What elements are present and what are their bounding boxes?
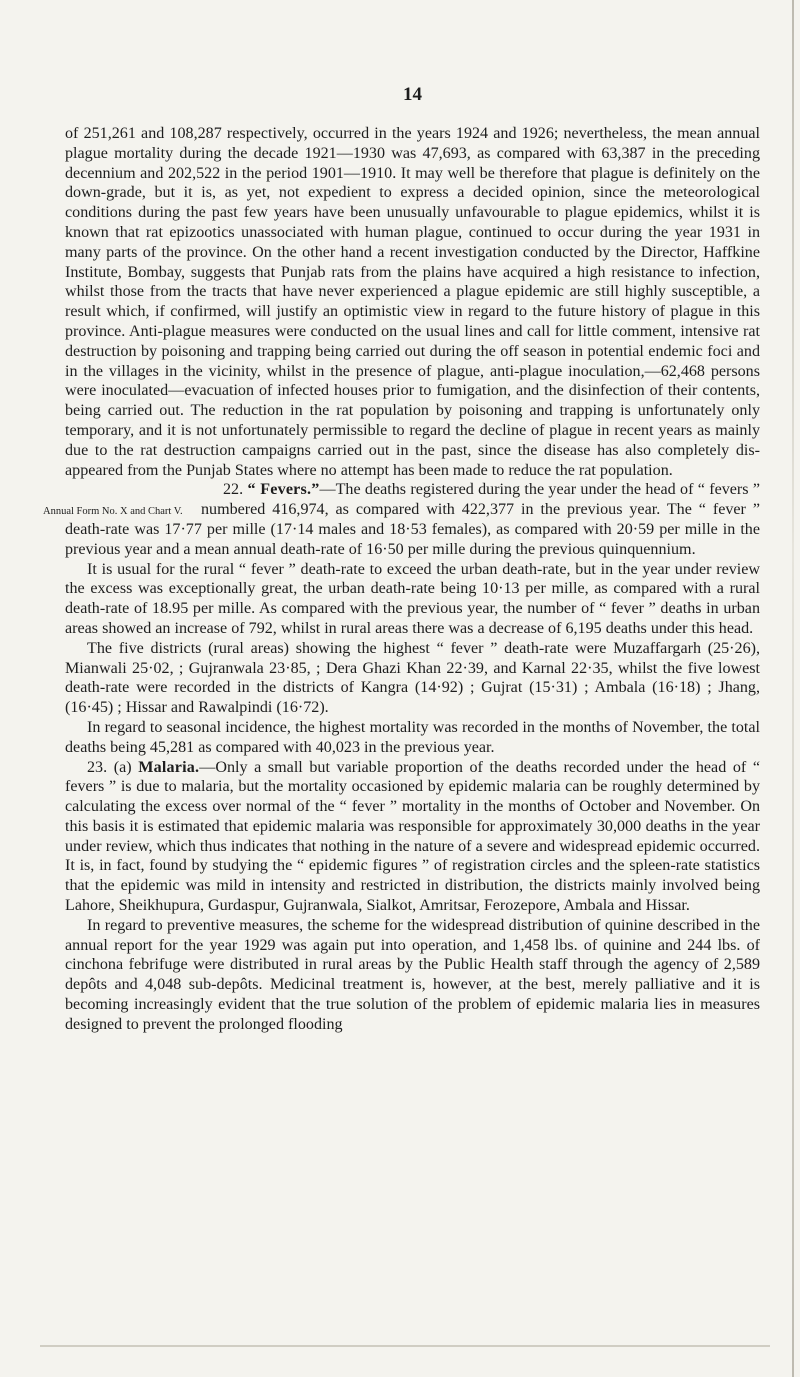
paragraph-plague: of 251,261 and 108,287 respectively, occurred in the years 1924 and 1926; nevertheless, the mean annual plague mortality during the decade 1921—1930 was 47,693, as compared with 63,387 in the preceding decennium and 202,522 in the period 1901—1910. It may well be therefore that plague is definitely on the down-grade, but it is, as yet, not expedient to express a decided opinion, since the meteorological conditions during the past few years have been unusually unfavourable to plague epidemics, whilst it is known that rat epizootics unassociated with human plague, continued to occur during the year 1931 in many parts of the province. On the other hand a recent investigation conducted by the Director, Haffkine Institute, Bombay, suggests that Punjab rats from the plains have acquired a high resistance to infection, whilst those from the tracts that have never experienced a plague epidemic are still highly susceptible, a result which, if confirmed, will justify an optimistic view in regard to the future history of plague in this province. Anti-plague measures were conducted on the usual lines and call for little comment, intensive rat destruction by poisoning and trapping being carried out during the off season in potential endemic foci and in the villages in the vicinity, whilst in the presence of plague, anti-plague inoculation,—62,468 persons were inoculated—evacuation of infected houses prior to fumigation, and the disinfection of their contents, being carried out. The reduction in the rat population by poisoning and trapping is unfortunately only temporary, and it is not unfortunately permissible to regard the decline of plague in recent years as mainly due to the rat destruction campaigns carried out in the past, since the disease has also completely disappeared from the Punjab States where no attempt has been made to reduce the rat population. [65,125,760,479]
subsection-label: (a) [113,758,132,776]
section-number-22: 22. [223,481,244,499]
section-heading-fevers: “ Fevers.” [247,481,320,499]
paragraph-quinine: In regard to preventive measures, the scheme for the widespread distribution of quinine described in the annual report for the year 1929 was again put into operation, and 1,458 lbs. of quinine and 244 lbs. of cinchona febrifuge were distributed in rural areas by the Public Health staff through the agency of 2,589 depôts and 4,048 sub-depôts. Medicinal treatment is, however, at the best, merely palliative and it is becoming increasingly evident that the true solution of the problem of epidemic malaria lies in measures designed to prevent the prolonged flooding [65,916,760,1033]
bottom-scan-artifact [40,1345,770,1347]
paragraph-districts: The five districts (rural areas) showing the highest “ fever ” death-rate were Muzaffargarh (25·26), Mianwali 25·02, ; Gujranwala 23·85, ; Dera Ghazi Khan 22·39, and Karnal 22·35, whilst the five lowest death-rate were recorded in the districts of Kangra (14·92) ; Gujrat (15·31) ; Ambala (16·18) ; Jhang, (16·45) ; Hissar and Rawalpindi (16·72). [65,639,760,717]
margin-note-annual-form: Annual Form No. X and Chart V. [43,506,183,518]
paragraph-fevers [43,480,760,559]
fevers-text: —The deaths registered during the year under the head of “ fevers ” numbered 416,974, as compared with 422,377 in the previous year. The “ fever ” death-rate was 17·77 per mille (17·14 males and 18·53 females), as compared with 20·59 per mille in the previous year and a mean annual death-rate of 16·50 per mille during the previous quinquennium. [65,481,760,558]
paragraph-malaria [65,758,760,916]
malaria-text: —Only a small but variable proportion of the deaths recorded under the head of “ fevers ” is due to malaria, but the mortality occasioned by epidemic malaria can be roughly determined by calculating the excess over normal of the “ fever ” mortality in the months of October and November. On this basis it is estimated that epidemic malaria was responsible for approximately 30,000 deaths in the year under review, which thus indicates that nothing in the nature of a severe and widespread epidemic occurred. It is, in fact, found by studying the “ epidemic figures ” of registration circles and the spleen-rate statistics that the epidemic was mild in intensity and restricted in distribution, the districts mainly involved being Lahore, Sheikhupura, Gurdaspur, Gujranwala, Sialkot, Amritsar, Ferozepore, Ambala and Hissar. [65,758,760,915]
page-edge-shadow [792,0,794,1377]
paragraph-seasonal: In regard to seasonal incidence, the highest mortality was recorded in the months of November, the total deaths being 45,281 as compared with 40,023 in the previous year. [65,718,760,756]
page-number: 14 [403,84,422,105]
section-heading-malaria: Malaria. [138,758,200,776]
section-number-23: 23. [87,758,108,776]
paragraph-rural-urban: It is usual for the rural “ fever ” death-rate to exceed the urban death-rate, but in the year under review the excess was exceptionally great, the urban death-rate being 10·13 per mille, as compared with a rural death-rate of 18.95 per mille. As compared with the previous year, the number of “ fever ” deaths in urban areas showed an increase of 792, whilst in rural areas there was a decrease of 6,195 deaths under this head. [65,560,760,637]
